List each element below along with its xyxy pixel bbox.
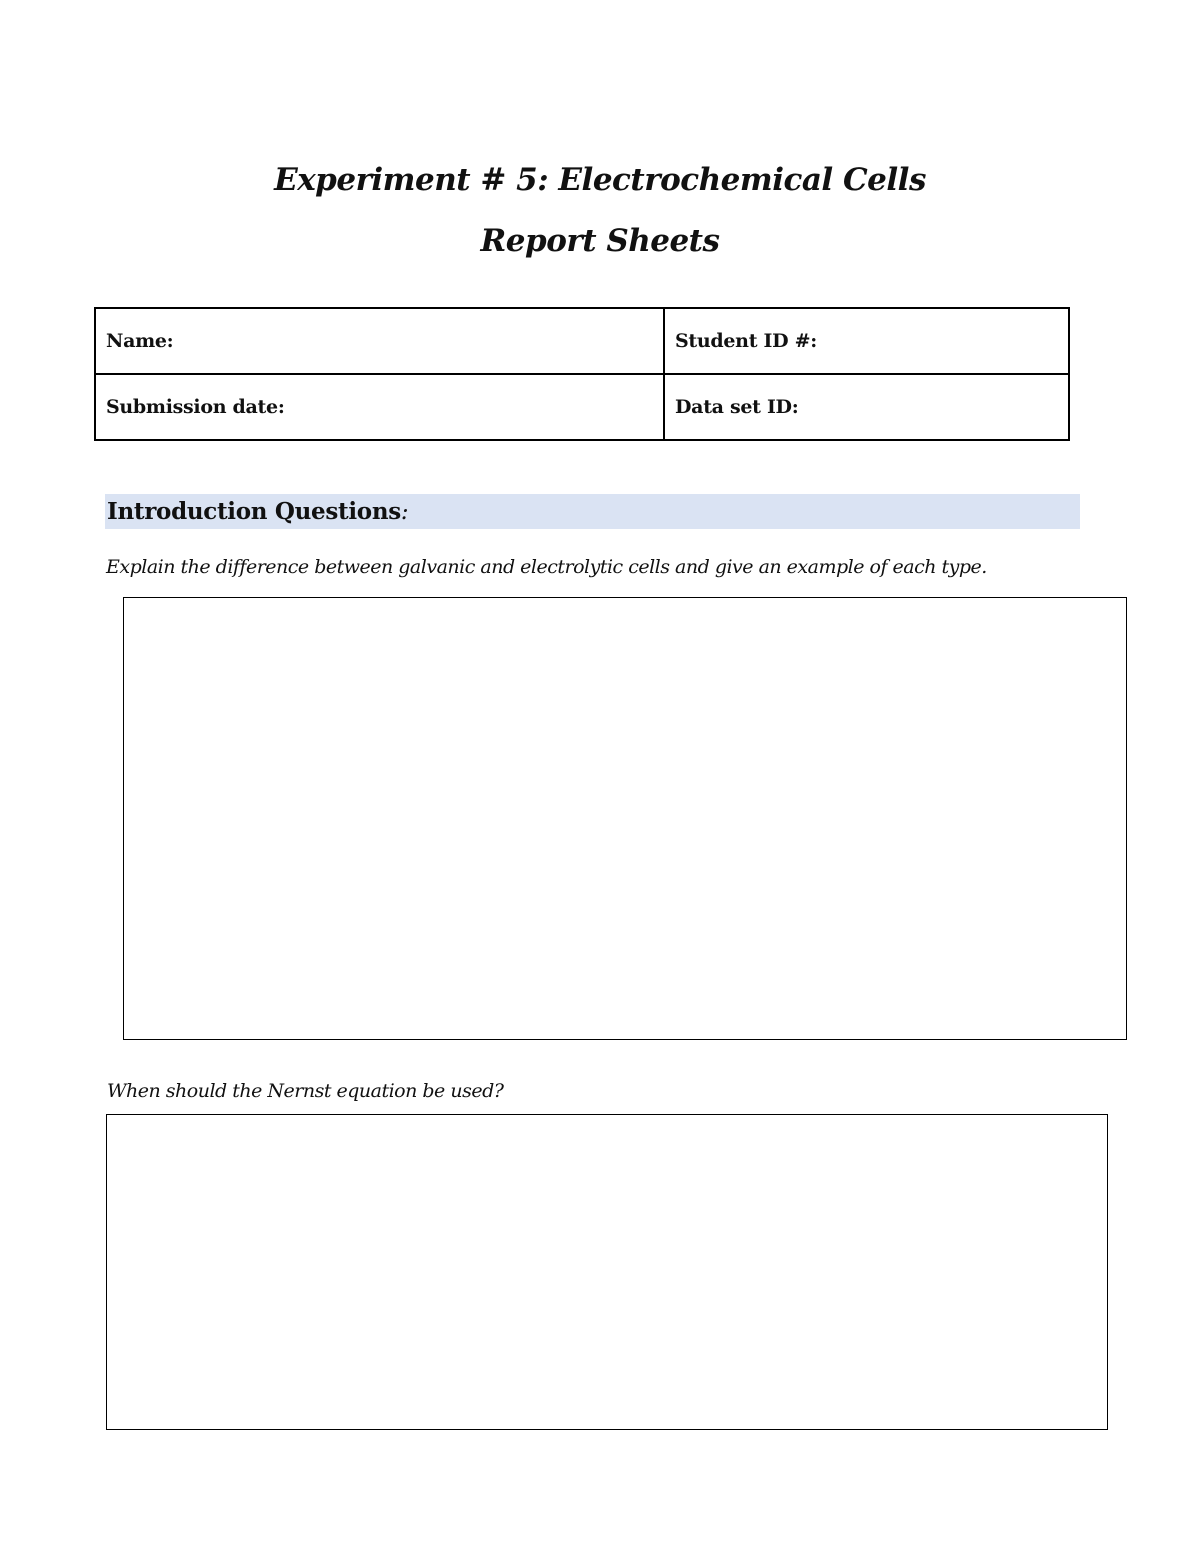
student-info-table [94,307,1070,441]
question-2-answer-box[interactable] [106,1114,1108,1430]
section-heading-colon: : [400,499,409,525]
table-row [95,308,1069,374]
submission-date-label: Submission date: [106,396,285,418]
section-heading-text: Introduction Questions [107,498,401,525]
document-subtitle: Report Sheets [480,223,720,259]
name-label: Name: [106,330,174,352]
document-title: Experiment # 5: Electrochemical Cells [274,162,926,198]
student-id-label: Student ID #: [675,330,817,352]
data-set-id-label: Data set ID: [675,396,799,418]
question-1-text: Explain the difference between galvanic and electrolytic cells and give an example of each type. [106,556,987,578]
introduction-questions-heading [105,494,1080,529]
student-id-field[interactable] [664,308,1069,374]
table-row [95,374,1069,440]
question-1-answer-box[interactable] [123,597,1127,1040]
data-set-id-field[interactable] [664,374,1069,440]
submission-date-field[interactable] [95,374,664,440]
name-field[interactable] [95,308,664,374]
question-2-text: When should the Nernst equation be used? [107,1080,504,1102]
